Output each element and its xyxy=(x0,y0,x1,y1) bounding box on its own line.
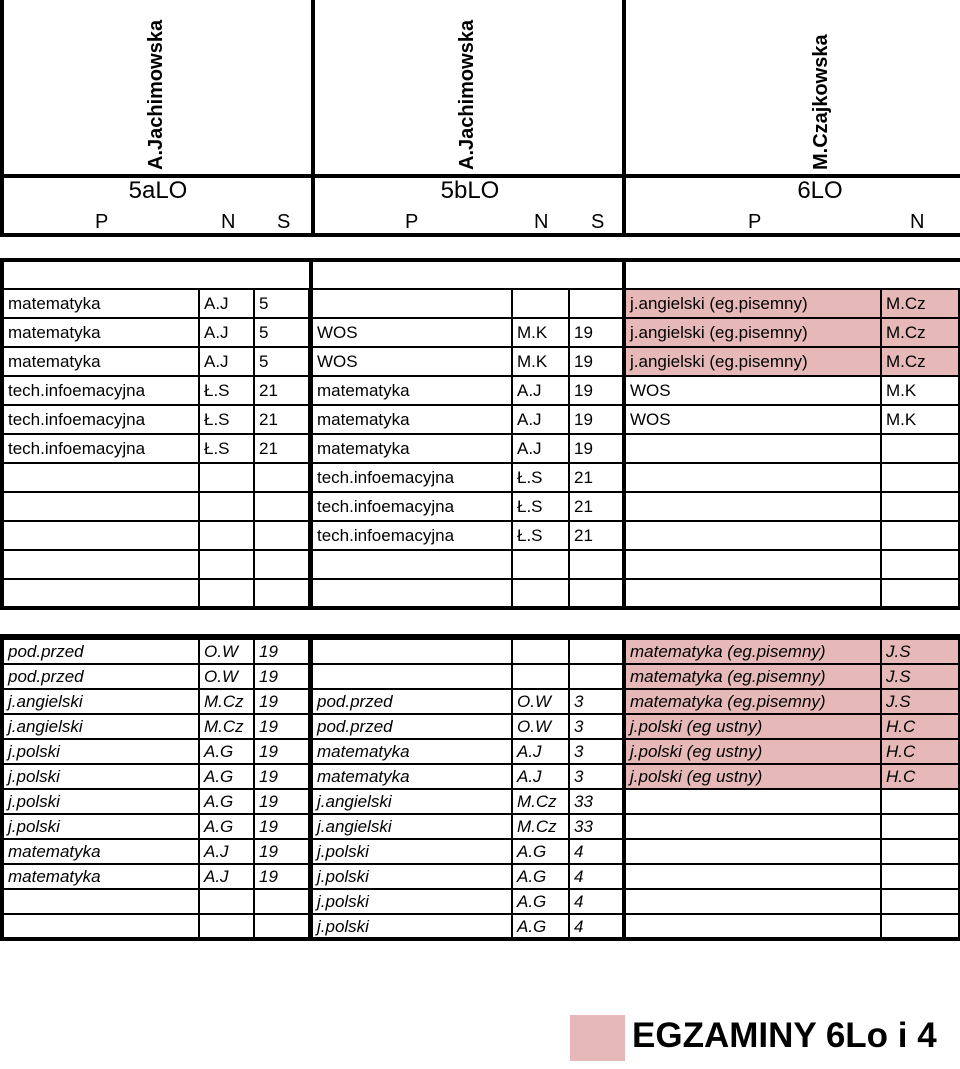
cell-subject xyxy=(626,551,882,578)
cell-teacher: H.C xyxy=(882,765,960,788)
cell-teacher: J.S xyxy=(882,665,960,688)
cell-room: 19 xyxy=(570,377,625,404)
cell-teacher: M.K xyxy=(882,377,960,404)
table-row xyxy=(4,813,960,838)
cell-teacher xyxy=(882,790,960,813)
table-row xyxy=(4,462,960,491)
cell-room: 19 xyxy=(255,865,310,888)
cell-teacher: H.C xyxy=(882,715,960,738)
cell-subject xyxy=(626,865,882,888)
cell-subject: matematyka xyxy=(4,840,200,863)
cell-teacher: O.W xyxy=(513,715,570,738)
cell-room: 4 xyxy=(570,840,625,863)
cell-teacher: A.J xyxy=(513,765,570,788)
class-label-5blo: 5bLO xyxy=(440,177,500,204)
cell-room: 19 xyxy=(255,640,310,663)
class-label-6lo: 6LO xyxy=(797,177,843,204)
table-row xyxy=(4,663,960,688)
cell-subject xyxy=(626,464,882,491)
cell-room xyxy=(255,464,310,491)
cell-room: 21 xyxy=(255,377,310,404)
cell-subject: matematyka xyxy=(4,319,200,346)
cell-subject: WOS xyxy=(626,377,882,404)
cell-subject: j.polski (eg ustny) xyxy=(626,740,882,763)
table-row xyxy=(4,520,960,549)
cell-room: 5 xyxy=(255,290,310,317)
cell-teacher: M.Cz xyxy=(513,790,570,813)
table-row xyxy=(4,688,960,713)
cell-subject: j.angielski (eg.pisemny) xyxy=(626,348,882,375)
cell-subject: j.polski xyxy=(4,815,200,838)
table-row xyxy=(4,863,960,888)
table-row xyxy=(4,578,960,607)
cell-teacher: A.J xyxy=(200,290,255,317)
cell-subject xyxy=(313,640,513,663)
cell-subject xyxy=(626,840,882,863)
table-row xyxy=(4,838,960,863)
cell-teacher: A.J xyxy=(200,840,255,863)
cell-subject: WOS xyxy=(313,348,513,375)
cell-room: 21 xyxy=(570,493,625,520)
cell-subject xyxy=(4,890,200,913)
cell-room: 33 xyxy=(570,790,625,813)
cell-subject xyxy=(4,522,200,549)
cell-teacher xyxy=(882,551,960,578)
cell-subject: tech.infoemacyjna xyxy=(4,377,200,404)
cell-teacher: M.Cz xyxy=(200,690,255,713)
cell-subject xyxy=(313,290,513,317)
cell-teacher xyxy=(200,551,255,578)
cell-subject: tech.infoemacyjna xyxy=(4,435,200,462)
cell-subject: pod.przed xyxy=(4,665,200,688)
cell-teacher xyxy=(513,551,570,578)
cell-teacher: M.Cz xyxy=(513,815,570,838)
cell-subject: j.polski xyxy=(313,840,513,863)
cell-teacher xyxy=(513,665,570,688)
cell-teacher xyxy=(513,580,570,607)
cell-subject: j.angielski xyxy=(4,715,200,738)
col-label-n: N xyxy=(534,211,549,233)
cell-room: 19 xyxy=(255,740,310,763)
cell-subject xyxy=(313,665,513,688)
cell-room: 19 xyxy=(255,715,310,738)
cell-teacher: A.G xyxy=(200,765,255,788)
cell-teacher: M.Cz xyxy=(882,348,960,375)
cell-subject: tech.infoemacyjna xyxy=(313,522,513,549)
legend-swatch xyxy=(570,1015,625,1061)
cell-room: 19 xyxy=(255,840,310,863)
cell-subject: j.angielski xyxy=(313,790,513,813)
col-label-s: S xyxy=(591,211,605,233)
cell-teacher xyxy=(882,522,960,549)
cell-room: 4 xyxy=(570,865,625,888)
cell-teacher: M.K xyxy=(882,406,960,433)
cell-subject: j.polski xyxy=(4,765,200,788)
table-row xyxy=(4,913,960,938)
cell-subject: WOS xyxy=(626,406,882,433)
cell-teacher: Ł.S xyxy=(513,464,570,491)
table-row xyxy=(4,346,960,375)
cell-subject: j.polski xyxy=(4,740,200,763)
cell-teacher: O.W xyxy=(200,665,255,688)
cell-subject: j.polski xyxy=(4,790,200,813)
cell-teacher: A.G xyxy=(513,840,570,863)
cell-subject: matematyka xyxy=(4,348,200,375)
table-row xyxy=(4,638,960,663)
cell-teacher xyxy=(513,640,570,663)
cell-subject: matematyka (eg.pisemny) xyxy=(626,640,882,663)
cell-teacher: A.G xyxy=(200,790,255,813)
cell-room: 19 xyxy=(255,815,310,838)
cell-teacher: A.G xyxy=(513,890,570,913)
cell-teacher: A.J xyxy=(513,435,570,462)
cell-room: 19 xyxy=(255,665,310,688)
cell-subject: matematyka xyxy=(4,865,200,888)
cell-teacher xyxy=(200,890,255,913)
col-label-p: P xyxy=(405,211,419,233)
cell-subject: j.polski (eg ustny) xyxy=(626,765,882,788)
cell-subject xyxy=(626,790,882,813)
cell-room: 19 xyxy=(570,435,625,462)
table-row xyxy=(4,888,960,913)
cell-subject xyxy=(626,890,882,913)
cell-teacher xyxy=(200,580,255,607)
grid1 xyxy=(0,288,960,606)
cell-room: 19 xyxy=(570,319,625,346)
table-row xyxy=(4,713,960,738)
table-row xyxy=(4,491,960,520)
cell-teacher: A.G xyxy=(200,740,255,763)
cell-teacher: J.S xyxy=(882,690,960,713)
cell-subject xyxy=(313,551,513,578)
cell-teacher: M.Cz xyxy=(882,290,960,317)
cell-room: 21 xyxy=(570,464,625,491)
cell-subject: j.polski xyxy=(313,890,513,913)
cell-teacher: M.K xyxy=(513,348,570,375)
cell-room xyxy=(570,290,625,317)
cell-subject: j.polski xyxy=(313,915,513,938)
cell-room: 19 xyxy=(570,348,625,375)
cell-teacher: A.J xyxy=(200,348,255,375)
grid2 xyxy=(0,638,960,937)
teacher-name-5b: A.Jachimowska xyxy=(456,19,478,170)
cell-teacher: Ł.S xyxy=(200,406,255,433)
cell-room xyxy=(255,915,310,938)
cell-teacher xyxy=(200,915,255,938)
cell-teacher xyxy=(882,815,960,838)
header-rule-bottom xyxy=(0,233,960,237)
grid1-top-border xyxy=(0,258,960,262)
cell-subject xyxy=(4,551,200,578)
cell-room xyxy=(570,640,625,663)
cell-teacher xyxy=(200,493,255,520)
cell-room xyxy=(255,580,310,607)
cell-room: 19 xyxy=(255,790,310,813)
cell-teacher xyxy=(882,865,960,888)
header-left-border xyxy=(0,0,4,237)
cell-teacher xyxy=(200,522,255,549)
cell-subject xyxy=(313,580,513,607)
cell-room: 3 xyxy=(570,715,625,738)
cell-teacher: A.J xyxy=(513,377,570,404)
table-row xyxy=(4,738,960,763)
cell-subject: j.polski xyxy=(313,865,513,888)
cell-room: 4 xyxy=(570,890,625,913)
cell-teacher: M.Cz xyxy=(200,715,255,738)
cell-room: 21 xyxy=(570,522,625,549)
cell-subject: j.angielski (eg.pisemny) xyxy=(626,290,882,317)
cell-subject xyxy=(626,493,882,520)
cell-teacher: O.W xyxy=(513,690,570,713)
cell-subject: matematyka xyxy=(313,765,513,788)
cell-room: 3 xyxy=(570,740,625,763)
cell-subject: j.polski (eg ustny) xyxy=(626,715,882,738)
cell-teacher: Ł.S xyxy=(200,377,255,404)
cell-subject: matematyka xyxy=(313,406,513,433)
cell-teacher: Ł.S xyxy=(513,522,570,549)
cell-teacher xyxy=(882,915,960,938)
cell-teacher: M.Cz xyxy=(882,319,960,346)
cell-room xyxy=(255,493,310,520)
teacher-name-5a: A.Jachimowska xyxy=(145,19,167,170)
table-row xyxy=(4,763,960,788)
cell-teacher: H.C xyxy=(882,740,960,763)
cell-room: 19 xyxy=(255,690,310,713)
cell-teacher xyxy=(882,840,960,863)
cell-room xyxy=(570,665,625,688)
cell-room: 5 xyxy=(255,348,310,375)
cell-room: 3 xyxy=(570,690,625,713)
cell-subject xyxy=(626,815,882,838)
cell-subject xyxy=(4,580,200,607)
cell-teacher xyxy=(882,464,960,491)
col-label-n: N xyxy=(910,211,925,233)
table-row xyxy=(4,404,960,433)
cell-room xyxy=(570,580,625,607)
cell-subject: matematyka (eg.pisemny) xyxy=(626,690,882,713)
cell-room: 21 xyxy=(255,435,310,462)
cell-subject: pod.przed xyxy=(4,640,200,663)
cell-subject xyxy=(626,915,882,938)
cell-teacher: A.J xyxy=(513,406,570,433)
cell-teacher xyxy=(882,890,960,913)
table-row xyxy=(4,317,960,346)
cell-room: 4 xyxy=(570,915,625,938)
cell-teacher: A.J xyxy=(200,319,255,346)
cell-teacher xyxy=(513,290,570,317)
cell-subject: pod.przed xyxy=(313,715,513,738)
cell-room: 19 xyxy=(570,406,625,433)
cell-subject: j.angielski (eg.pisemny) xyxy=(626,319,882,346)
cell-subject: WOS xyxy=(313,319,513,346)
col-label-s: S xyxy=(277,211,291,233)
cell-teacher xyxy=(882,435,960,462)
cell-subject xyxy=(4,915,200,938)
cell-room: 19 xyxy=(255,765,310,788)
cell-room: 21 xyxy=(255,406,310,433)
teacher-name-6lo: M.Czajkowska xyxy=(810,34,832,170)
cell-teacher: O.W xyxy=(200,640,255,663)
header-divider-2 xyxy=(622,0,626,237)
cell-subject: tech.infoemacyjna xyxy=(313,493,513,520)
cell-subject: matematyka xyxy=(313,435,513,462)
cell-room xyxy=(255,522,310,549)
cell-teacher xyxy=(882,580,960,607)
cell-subject xyxy=(4,493,200,520)
cell-teacher xyxy=(882,493,960,520)
cell-teacher: Ł.S xyxy=(513,493,570,520)
cell-subject xyxy=(4,464,200,491)
cell-room xyxy=(255,551,310,578)
cell-subject: matematyka xyxy=(313,740,513,763)
cell-room: 3 xyxy=(570,765,625,788)
legend-text: EGZAMINY 6Lo i 4 xyxy=(632,1016,937,1055)
cell-subject: tech.infoemacyjna xyxy=(313,464,513,491)
cell-subject xyxy=(626,580,882,607)
cell-subject xyxy=(626,522,882,549)
cell-teacher: Ł.S xyxy=(200,435,255,462)
table-row xyxy=(4,549,960,578)
cell-subject: matematyka xyxy=(4,290,200,317)
cell-subject xyxy=(626,435,882,462)
col-label-p: P xyxy=(95,211,109,233)
cell-room: 33 xyxy=(570,815,625,838)
cell-room xyxy=(255,890,310,913)
header-divider-1 xyxy=(311,0,315,237)
cell-subject: tech.infoemacyjna xyxy=(4,406,200,433)
table-row xyxy=(4,433,960,462)
cell-teacher: A.J xyxy=(513,740,570,763)
cell-teacher: A.J xyxy=(200,865,255,888)
cell-teacher: M.K xyxy=(513,319,570,346)
col-label-n: N xyxy=(221,211,236,233)
table-row xyxy=(4,788,960,813)
cell-room: 5 xyxy=(255,319,310,346)
cell-teacher: A.G xyxy=(200,815,255,838)
table-row xyxy=(4,288,960,317)
col-label-p: P xyxy=(748,211,762,233)
table-row xyxy=(4,375,960,404)
cell-subject: matematyka xyxy=(313,377,513,404)
cell-subject: matematyka (eg.pisemny) xyxy=(626,665,882,688)
cell-teacher: J.S xyxy=(882,640,960,663)
cell-subject: j.angielski xyxy=(4,690,200,713)
cell-teacher: A.G xyxy=(513,915,570,938)
cell-teacher: A.G xyxy=(513,865,570,888)
cell-subject: pod.przed xyxy=(313,690,513,713)
cell-subject: j.angielski xyxy=(313,815,513,838)
cell-room xyxy=(570,551,625,578)
cell-teacher xyxy=(200,464,255,491)
class-label-5alo: 5aLO xyxy=(128,177,188,204)
